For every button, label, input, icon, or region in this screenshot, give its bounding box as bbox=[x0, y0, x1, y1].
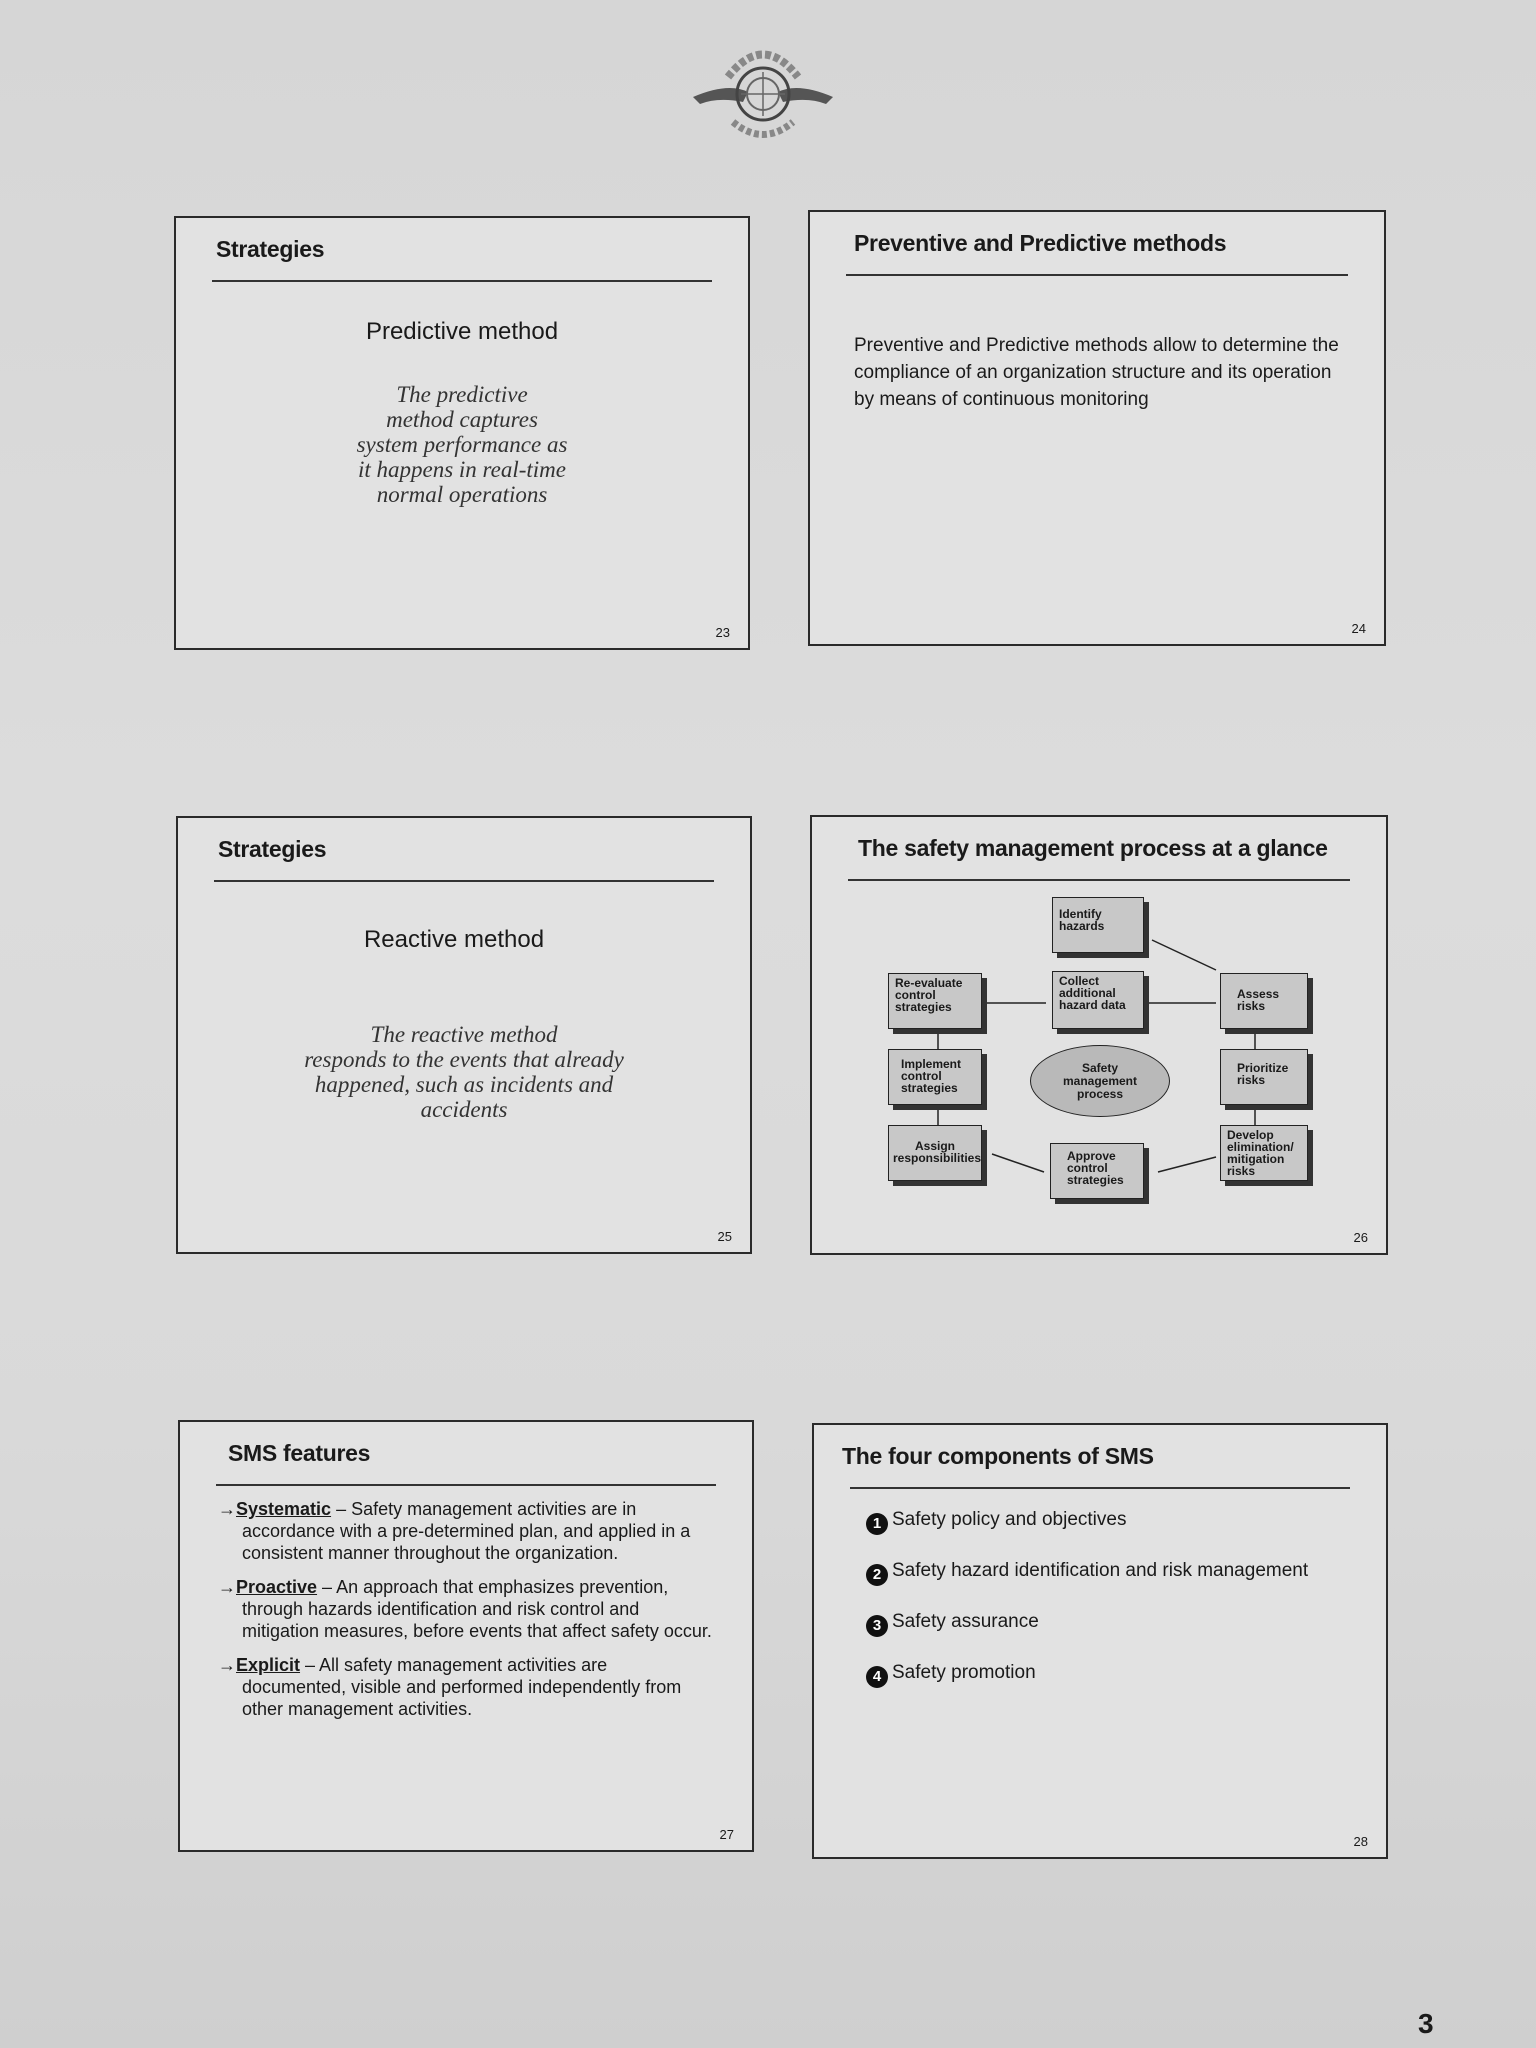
title-rule bbox=[850, 1487, 1350, 1489]
feature-keyword: Proactive bbox=[236, 1577, 318, 1597]
component-2 bbox=[866, 1560, 1308, 1586]
number-bullet-icon: 4 bbox=[866, 1666, 888, 1688]
component-3 bbox=[866, 1611, 1039, 1637]
identify-hazards-box: Identify hazards bbox=[1052, 897, 1144, 953]
slide-23 bbox=[174, 216, 750, 650]
number-bullet-icon: 1 bbox=[866, 1513, 888, 1535]
develop-mitigation-box: Develop elimination/ mitigation risks bbox=[1220, 1125, 1308, 1181]
slide-title: Strategies bbox=[216, 236, 325, 262]
body-line: The predictive bbox=[396, 382, 528, 407]
body-line: method captures bbox=[386, 407, 538, 432]
component-1 bbox=[866, 1509, 1126, 1535]
body-line: it happens in real-time bbox=[357, 457, 567, 482]
reevaluate-strategies-box: Re-evaluate control strategies bbox=[888, 973, 982, 1029]
slide-subtitle: Reactive method bbox=[363, 926, 545, 953]
collect-data-box: Collect additional hazard data bbox=[1052, 971, 1144, 1029]
slide-title: SMS features bbox=[228, 1440, 371, 1466]
approve-strategies-box: Approve control strategies bbox=[1050, 1143, 1144, 1199]
slide-28 bbox=[812, 1423, 1388, 1859]
feature-proactive: →Proactive – An approach that emphasizes prevention, through hazards identification and risk control and mitigation measures, before events that affect safety occur. bbox=[218, 1577, 712, 1641]
slide-subtitle: Predictive method bbox=[365, 318, 559, 345]
assess-risks-box: Assess risks bbox=[1220, 973, 1308, 1029]
body-line: happened, such as incidents and bbox=[314, 1072, 614, 1097]
slide-title: The four components of SMS bbox=[842, 1443, 1154, 1469]
feature-keyword: Systematic bbox=[236, 1499, 332, 1519]
icao-emblem-icon bbox=[688, 22, 838, 172]
slide-number: 28 bbox=[1353, 1834, 1368, 1849]
slide-number: 24 bbox=[1351, 621, 1366, 636]
feature-systematic: →Systematic – Safety management activities are in accordance with a pre-determined plan, and applied in a consistent manner throughout the organization. bbox=[218, 1499, 691, 1563]
component-text: Safety policy and objectives bbox=[892, 1509, 1127, 1530]
prioritize-risks-box: Prioritize risks bbox=[1220, 1049, 1308, 1105]
implement-strategies-box: Implement control strategies bbox=[888, 1049, 982, 1105]
title-rule bbox=[212, 280, 712, 282]
slide-title: Preventive and Predictive methods bbox=[854, 230, 1227, 256]
slide-number: 23 bbox=[715, 625, 730, 640]
body-line: The reactive method bbox=[370, 1022, 558, 1047]
feature-text: – An approach that emphasizes prevention, through hazards identification and risk control and mitigation measures, before events that affect safety occur. bbox=[242, 1577, 712, 1641]
component-text: Safety assurance bbox=[892, 1611, 1039, 1632]
component-text: Safety hazard identification and risk management bbox=[892, 1560, 1309, 1581]
number-bullet-icon: 2 bbox=[866, 1564, 888, 1586]
slide-number: 26 bbox=[1353, 1230, 1368, 1245]
feature-keyword: Explicit bbox=[236, 1655, 301, 1675]
slide-number: 27 bbox=[719, 1827, 734, 1842]
slide-26 bbox=[810, 815, 1388, 1255]
body-line: by means of continuous monitoring bbox=[854, 389, 1149, 410]
assign-responsibilities-box: Assign responsibilities bbox=[888, 1125, 982, 1181]
body-line: responds to the events that already bbox=[304, 1047, 624, 1072]
feature-explicit: →Explicit – All safety management activities are documented, visible and performed independently from other management activities. bbox=[218, 1655, 682, 1719]
slide-body bbox=[854, 332, 1344, 413]
body-line: accidents bbox=[420, 1097, 508, 1122]
slide-title: The safety management process at a glance bbox=[858, 835, 1328, 861]
title-rule bbox=[214, 880, 714, 882]
body-line: compliance of an organization structure and its operation bbox=[854, 362, 1332, 383]
slide-title: Strategies bbox=[218, 836, 327, 862]
slide-24 bbox=[808, 210, 1386, 646]
feature-text: – All safety management activities are documented, visible and performed independently from other management activities. bbox=[242, 1655, 682, 1719]
features-list bbox=[218, 1498, 712, 1732]
slide-27 bbox=[178, 1420, 754, 1852]
component-text: Safety promotion bbox=[892, 1662, 1036, 1683]
slide-body bbox=[178, 1022, 750, 1122]
title-rule bbox=[846, 274, 1348, 276]
page-number: 3 bbox=[1418, 2008, 1434, 2039]
slide-number: 25 bbox=[717, 1229, 732, 1244]
body-line: normal operations bbox=[376, 482, 548, 507]
title-rule bbox=[216, 1484, 716, 1486]
component-4 bbox=[866, 1662, 1036, 1688]
slide-25 bbox=[176, 816, 752, 1254]
number-bullet-icon: 3 bbox=[866, 1615, 888, 1637]
slide-body bbox=[176, 382, 748, 507]
feature-text: – Safety management activities are in accordance with a pre-determined plan, and applied in a consistent manner throughout the organization. bbox=[242, 1499, 691, 1563]
body-line: system performance as bbox=[356, 432, 568, 457]
safety-process-oval: Safety management process bbox=[1030, 1045, 1170, 1117]
body-line: Preventive and Predictive methods allow to determine the bbox=[854, 335, 1339, 356]
